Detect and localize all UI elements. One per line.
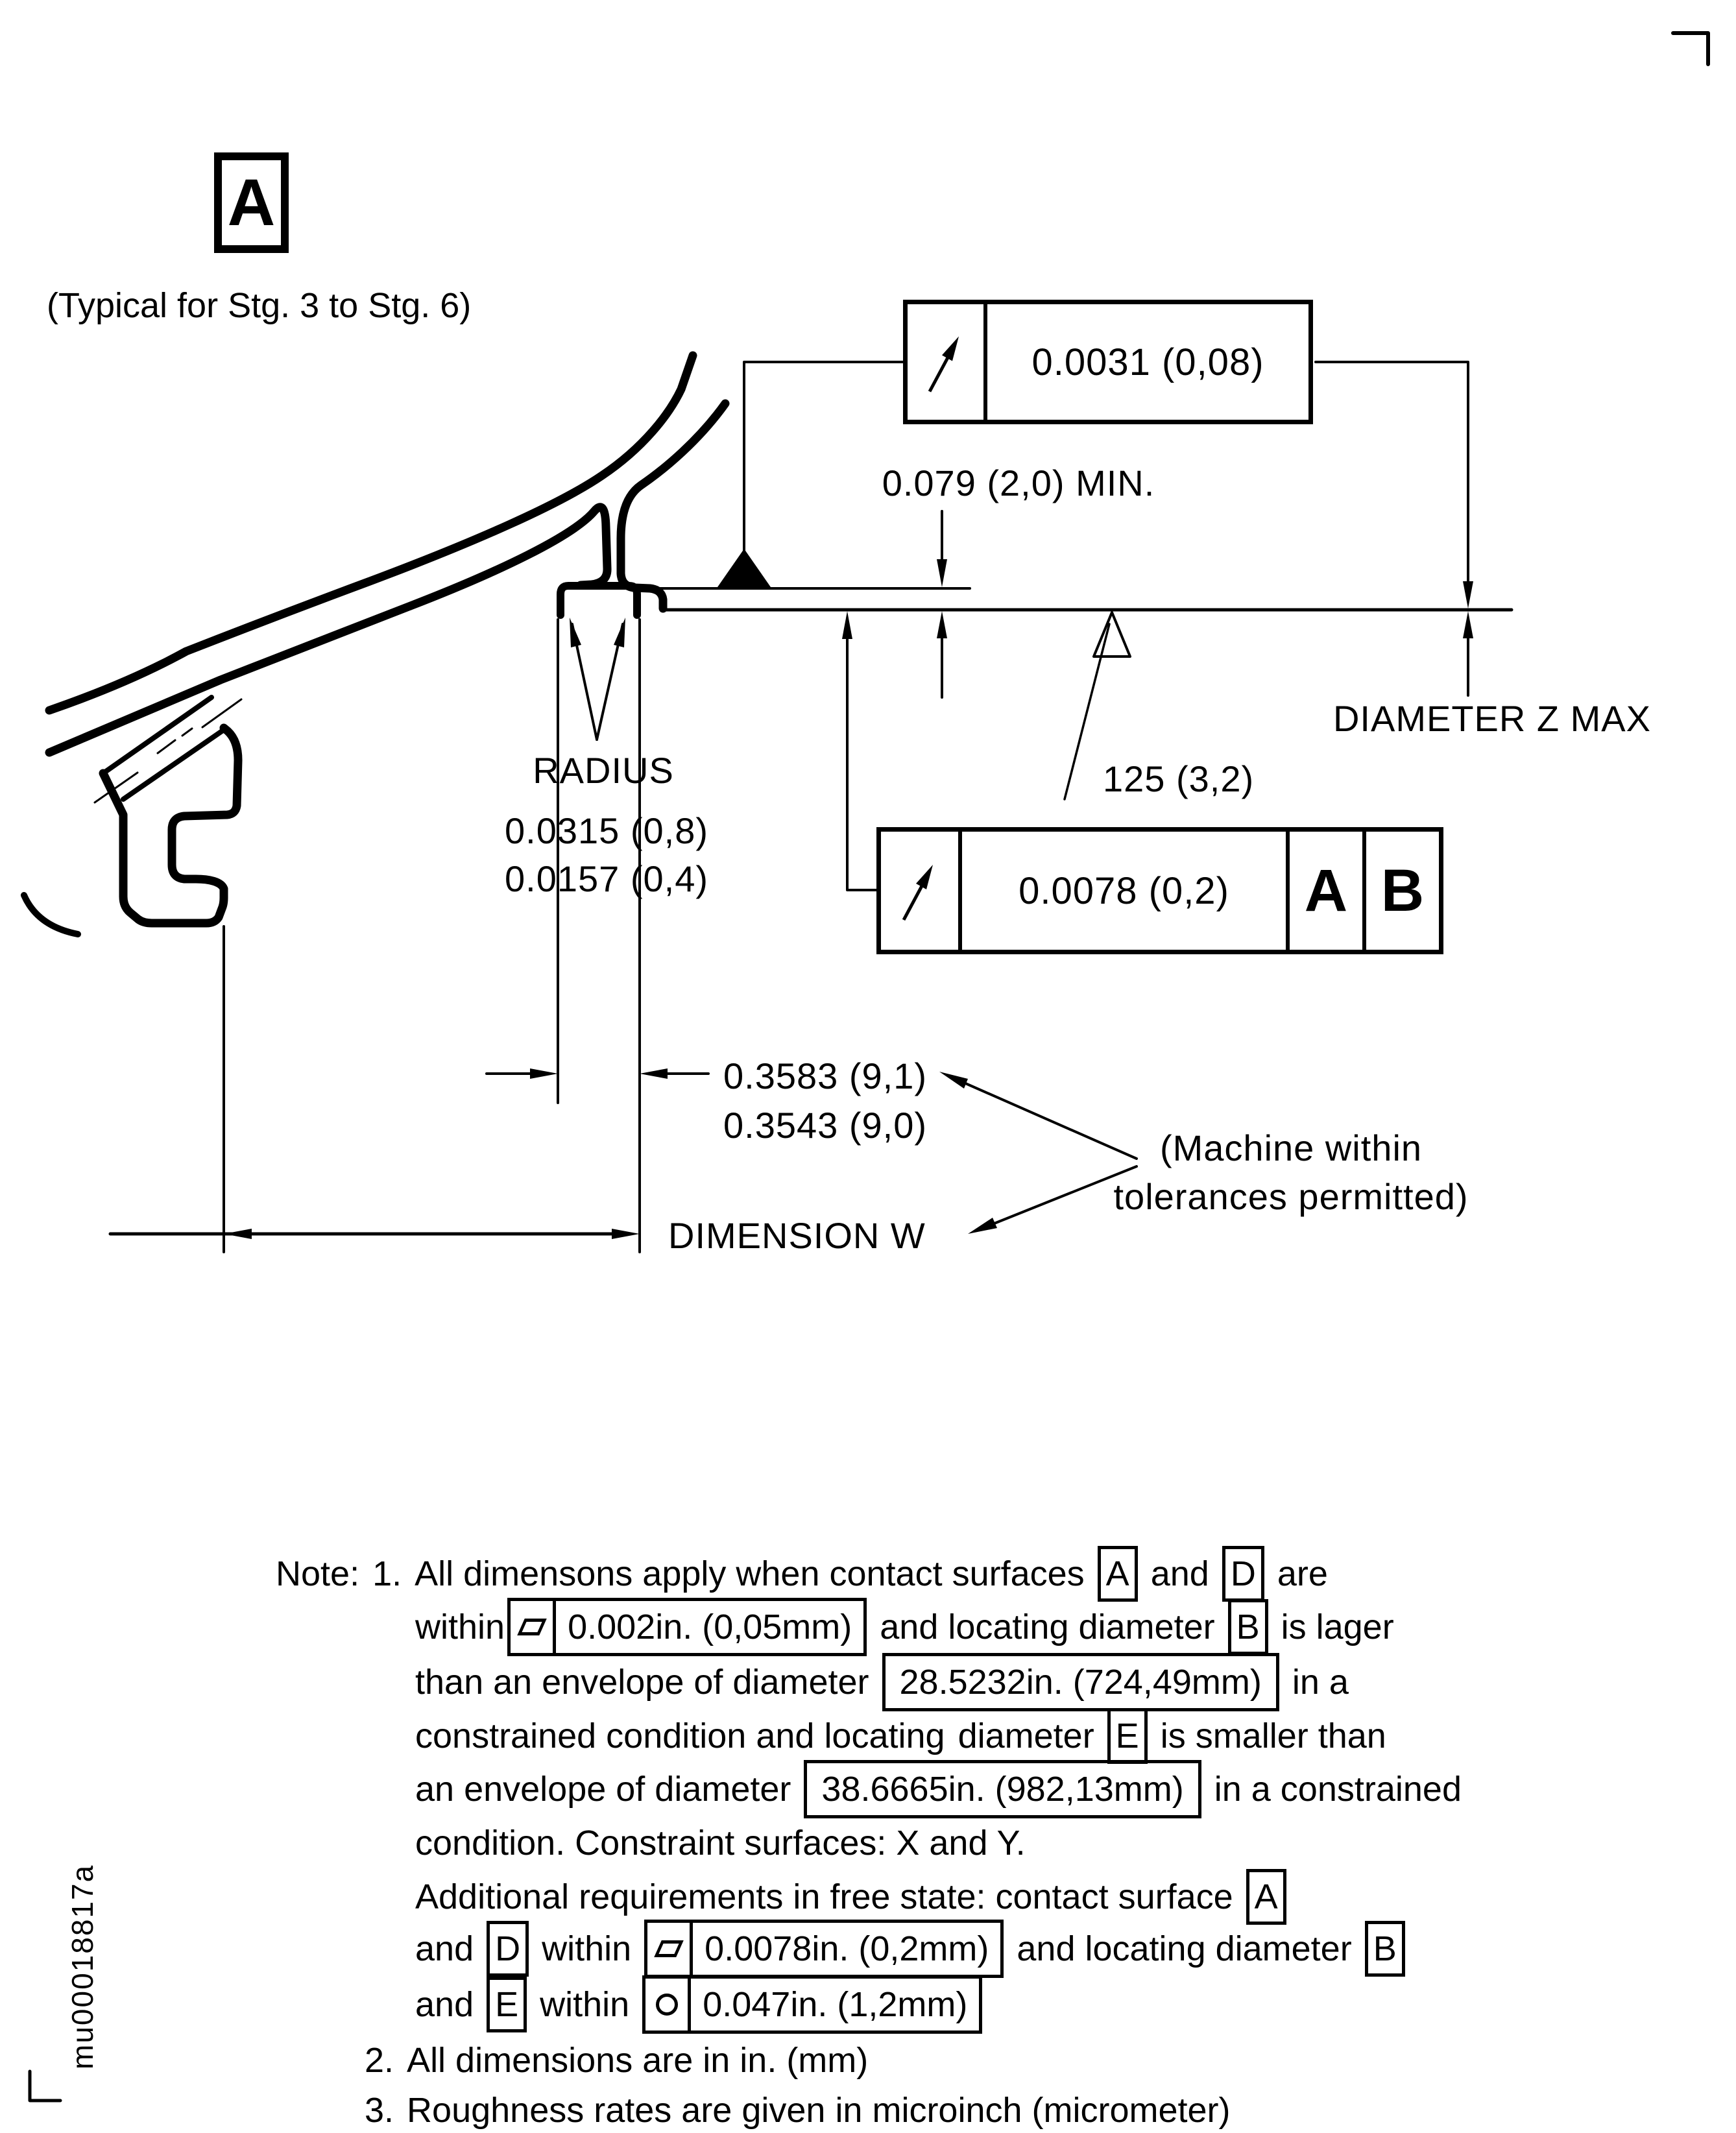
fcf-mid-value: 0.0078 (0,2)	[958, 832, 1286, 950]
machine-note-line-2: tolerances permitted)	[1113, 1176, 1469, 1217]
boxed-value: 28.5232in. (724,49mm)	[882, 1653, 1279, 1711]
break-dash-1	[158, 740, 175, 753]
datum-reference-box: A	[1098, 1546, 1138, 1602]
fcf-mid-leader	[847, 640, 876, 890]
radius-title: RADIUS	[533, 750, 674, 791]
datum-contact-triangle	[717, 549, 771, 587]
datum-reference-box: E	[1107, 1708, 1148, 1764]
typical-stage-note: (Typical for Stg. 3 to Stg. 6)	[47, 286, 472, 325]
footer-code: mu00018817a	[66, 1864, 99, 2069]
note-text: 3.	[365, 2091, 394, 2130]
datum-reference-box: D	[1222, 1546, 1264, 1602]
fcf-value: 0.047in. (1,2mm)	[703, 1985, 968, 2024]
groove-width-arrow-right	[640, 1068, 668, 1079]
break-dash-2	[182, 729, 192, 736]
note-text: 1.	[372, 1554, 402, 1593]
dimension-w-arrow-right	[612, 1229, 640, 1239]
note-text: All dimensions are in in. (mm)	[407, 2041, 869, 2080]
flatness-symbol-icon	[654, 1940, 684, 1957]
surface-roughness-icon	[1094, 612, 1130, 657]
groove-width-arrow-left	[530, 1068, 558, 1079]
note-text: Roughness rates are given in microinch (micrometer)	[407, 2091, 1231, 2130]
note-line	[415, 1812, 1026, 1874]
profile-left-arc	[24, 895, 78, 934]
datum-reference-box: B	[1228, 1599, 1268, 1655]
fcf-mid-datum-b: B	[1362, 832, 1439, 950]
machine-note-arrow-up	[939, 1072, 968, 1089]
corner-mark-bottom-left	[30, 2071, 60, 2101]
fcf-top-leader-right	[1316, 362, 1468, 583]
note-text: in a	[1292, 1663, 1349, 1702]
note-text: an envelope of diameter	[415, 1770, 791, 1809]
note-text: Additional requirements in free state: contact surface	[415, 1877, 1233, 1916]
fcf-top-symbol-cell	[908, 304, 983, 420]
fcf-value: 0.002in. (0,05mm)	[568, 1608, 852, 1646]
datum-a-box	[214, 152, 289, 253]
fcf-top	[903, 300, 1313, 424]
note-text: than an envelope of diameter	[415, 1663, 869, 1702]
profile-arm-lower-edge	[49, 507, 607, 753]
note-text: are	[1277, 1554, 1328, 1593]
note-text: is smaller than	[1160, 1717, 1386, 1755]
runout-arrow-icon	[887, 839, 952, 942]
break-tick-1	[202, 699, 241, 727]
fcf-mid-leader-arrow	[842, 611, 852, 639]
note-text: and locating diameter	[880, 1608, 1215, 1646]
dimension-w-label: DIMENSION W	[668, 1215, 926, 1256]
groove-width-value-2: 0.3543 (9,0)	[723, 1105, 927, 1146]
datum-reference-box: B	[1365, 1921, 1405, 1977]
machine-note-leader-up	[964, 1083, 1137, 1159]
diameter-z-arrow-down	[1463, 581, 1473, 609]
fcf-mid-datum-a: A	[1286, 832, 1362, 950]
note-text: and	[415, 1985, 474, 2024]
datum-a-letter: A	[227, 165, 276, 239]
note-line	[415, 1918, 1405, 1980]
min-gap-arrow-up	[937, 611, 947, 638]
boxed-value: 38.6665in. (982,13mm)	[804, 1760, 1201, 1818]
machine-note-arrow-down	[968, 1218, 997, 1234]
note-line	[415, 1651, 1349, 1713]
circularity-symbol-icon	[656, 1994, 678, 2016]
note-text: and locating diameter	[1017, 1929, 1352, 1968]
radius-arrow-right	[614, 618, 625, 647]
profile-bulb-right-edge	[621, 404, 725, 609]
note-text: within	[540, 1985, 630, 2024]
note-line	[415, 1758, 1462, 1820]
min-clearance-label: 0.079 (2,0) MIN.	[882, 463, 1155, 503]
corner-mark-top-right	[1673, 33, 1708, 64]
note-text: is lager	[1281, 1608, 1394, 1646]
note-text: constrained condition and locating	[415, 1717, 945, 1755]
note-line	[415, 1973, 982, 2036]
radius-value-1: 0.0315 (0,8)	[505, 810, 708, 851]
diameter-z-max-label: DIAMETER Z MAX	[1332, 698, 1651, 739]
note-text: 2.	[365, 2041, 394, 2080]
groove-width-value-1: 0.3583 (9,1)	[723, 1055, 927, 1096]
roughness-label: 125 (3,2)	[1103, 758, 1255, 799]
inline-feature-control-frame	[644, 1920, 1004, 1978]
flatness-symbol-icon	[517, 1619, 547, 1635]
fcf-mid-symbol-cell	[881, 832, 958, 950]
note-text: All dimensons apply when contact surfaces	[415, 1554, 1085, 1593]
note-text: in a constrained	[1214, 1770, 1462, 1809]
runout-arrow-icon	[913, 312, 978, 413]
fcf-top-value: 0.0031 (0,08)	[983, 304, 1308, 420]
dimension-w-arrow-left	[224, 1229, 252, 1239]
note-text: within	[415, 1608, 505, 1646]
note-text: Note:	[276, 1554, 360, 1593]
radius-arrow-left	[570, 618, 581, 647]
datum-reference-box: D	[487, 1921, 529, 1977]
radius-value-2: 0.0157 (0,4)	[505, 858, 708, 899]
diameter-z-arrow-up	[1463, 611, 1473, 638]
inline-feature-control-frame	[507, 1598, 867, 1656]
profile-arm-upper-edge	[49, 356, 693, 710]
note-text: and	[415, 1929, 474, 1968]
datum-reference-box: A	[1246, 1869, 1286, 1925]
note-text: within	[542, 1929, 632, 1968]
inline-feature-control-frame	[642, 1975, 982, 2034]
note-text: condition. Constraint surfaces: X and Y.	[415, 1824, 1026, 1862]
machine-note-line-1: (Machine within	[1159, 1127, 1423, 1168]
note-line	[415, 1596, 1394, 1658]
profile-relief-groove	[561, 586, 637, 615]
note-text: and	[1150, 1554, 1209, 1593]
note-line	[365, 2079, 1231, 2133]
fcf-value: 0.0078in. (0,2mm)	[705, 1929, 989, 1968]
fcf-top-leader-left	[744, 362, 903, 550]
min-gap-arrow-down	[937, 559, 947, 587]
fcf-mid	[876, 827, 1443, 954]
note-text: diameter	[958, 1717, 1094, 1755]
datum-reference-box: E	[487, 1977, 527, 2032]
